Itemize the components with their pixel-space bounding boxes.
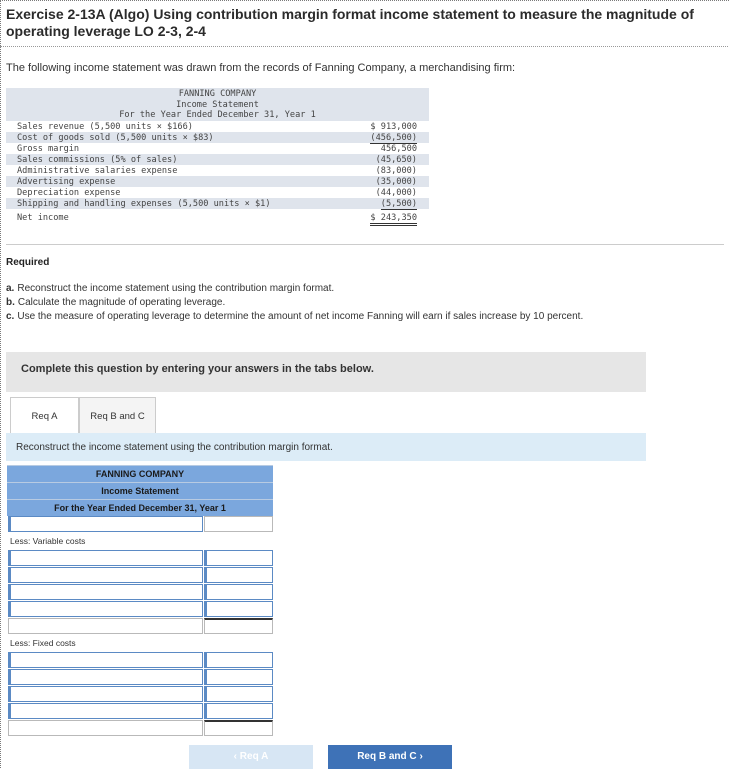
answer-amount-input[interactable] xyxy=(204,601,273,617)
answer-row xyxy=(7,567,273,583)
statement-line-label: Advertising expense xyxy=(17,177,116,187)
prev-button[interactable] xyxy=(189,745,313,769)
statement-line-amount: 456,500 xyxy=(380,144,417,154)
statement-company: FANNING COMPANY xyxy=(178,89,257,99)
answer-row xyxy=(7,516,273,532)
answer-row xyxy=(7,550,273,566)
answer-row xyxy=(7,669,273,685)
statement-line-amount: (44,000) xyxy=(375,188,417,198)
statement-line-amount: (83,000) xyxy=(375,166,417,176)
answer-row xyxy=(7,720,273,736)
answer-label-input[interactable] xyxy=(8,601,203,617)
answer-amount-input[interactable] xyxy=(204,669,273,685)
requirement-a xyxy=(6,283,334,294)
requirement-key: c. xyxy=(6,311,15,322)
tab-req-b-and-c[interactable]: Req B and C xyxy=(79,397,156,435)
statement-period: For the Year Ended December 31, Year 1 xyxy=(119,110,316,120)
required-heading: Required xyxy=(6,257,50,268)
exercise-title: Exercise 2-13A (Algo) Using contribution margin format income statement to measure the magnitude of operating leverage LO 2-3, 2-4 xyxy=(6,6,694,39)
statement-line-amount: (456,500) xyxy=(370,133,417,143)
answer-label-input[interactable] xyxy=(8,516,203,532)
requirement-c xyxy=(6,311,583,322)
requirement-key: a. xyxy=(6,283,15,294)
statement-name: Income Statement xyxy=(176,100,259,110)
next-button[interactable] xyxy=(328,745,452,769)
answer-amount-input[interactable] xyxy=(204,550,273,566)
answer-amount-input[interactable] xyxy=(204,584,273,600)
answer-row xyxy=(7,601,273,617)
statement-line-amount: (45,650) xyxy=(375,155,417,165)
answer-label-input[interactable] xyxy=(8,703,203,719)
statement-line-amount: $ 243,350 xyxy=(370,213,417,226)
answer-amount-input[interactable] xyxy=(204,720,273,736)
answer-table-period: For the Year Ended December 31, Year 1 xyxy=(7,499,273,516)
requirement-text: Use the measure of operating leverage to determine the amount of net income Fanning will earn if sales increase by 10 percent. xyxy=(17,311,584,322)
answer-row xyxy=(7,703,273,719)
statement-line-label: Gross margin xyxy=(17,144,80,154)
chevron-left-icon: ‹ xyxy=(233,751,238,762)
answer-amount-input[interactable] xyxy=(204,516,273,532)
instruction-bar xyxy=(6,433,646,461)
prev-button-label: Req A xyxy=(239,751,269,762)
answer-label-input[interactable] xyxy=(8,567,203,583)
answer-table-name: Income Statement xyxy=(7,482,273,499)
answer-row xyxy=(7,652,273,668)
intro-text: The following income statement was drawn from the records of Fanning Company, a merchandising firm: xyxy=(6,62,516,74)
answer-label-input[interactable] xyxy=(8,652,203,668)
answer-label-input[interactable] xyxy=(8,618,203,634)
original-income-statement xyxy=(6,88,429,230)
answer-amount-input[interactable] xyxy=(204,686,273,702)
less-fixed-costs-label: Less: Fixed costs xyxy=(10,638,76,648)
statement-line-amount: $ 913,000 xyxy=(370,122,417,132)
statement-line-label: Cost of goods sold (5,500 units × $83) xyxy=(17,133,214,143)
chevron-right-icon: › xyxy=(419,751,423,762)
requirement-b xyxy=(6,297,225,308)
answer-row xyxy=(7,584,273,600)
statement-line-amount: (35,000) xyxy=(375,177,417,187)
statement-line-label: Depreciation expense xyxy=(17,188,121,198)
statement-line-amount: (5,500) xyxy=(380,199,417,209)
statement-line-label: Shipping and handling expenses (5,500 units × $1) xyxy=(17,199,271,209)
answer-row xyxy=(7,686,273,702)
statement-line-label: Net income xyxy=(17,213,69,223)
answer-label-input[interactable] xyxy=(8,686,203,702)
requirement-text: Reconstruct the income statement using the contribution margin format. xyxy=(17,283,335,294)
answer-amount-input[interactable] xyxy=(204,567,273,583)
answer-label-input[interactable] xyxy=(8,550,203,566)
answer-amount-input[interactable] xyxy=(204,618,273,634)
answer-row xyxy=(7,533,273,549)
complete-banner-text: Complete this question by entering your answers in the tabs below. xyxy=(21,363,374,375)
answer-amount-input[interactable] xyxy=(204,703,273,719)
answer-row xyxy=(7,618,273,634)
statement-line-label: Administrative salaries expense xyxy=(17,166,178,176)
answer-amount-input[interactable] xyxy=(204,652,273,668)
title-divider xyxy=(0,46,728,47)
next-button-label: Req B and C xyxy=(357,751,417,762)
less-variable-costs-label: Less: Variable costs xyxy=(10,536,86,546)
statement-line-label: Sales revenue (5,500 units × $166) xyxy=(17,122,193,132)
tab-req-a[interactable]: Req A xyxy=(10,397,79,434)
answer-label-input[interactable] xyxy=(8,720,203,736)
instruction-text: Reconstruct the income statement using the contribution margin format. xyxy=(16,442,333,453)
answer-row xyxy=(7,635,273,651)
answer-label-input[interactable] xyxy=(8,669,203,685)
requirement-key: b. xyxy=(6,297,15,308)
answer-table-company: FANNING COMPANY xyxy=(7,465,273,482)
requirement-text: Calculate the magnitude of operating leverage. xyxy=(17,297,226,308)
complete-banner xyxy=(6,352,646,392)
statement-line-label: Sales commissions (5% of sales) xyxy=(17,155,178,165)
section-divider xyxy=(6,244,724,245)
answer-label-input[interactable] xyxy=(8,584,203,600)
